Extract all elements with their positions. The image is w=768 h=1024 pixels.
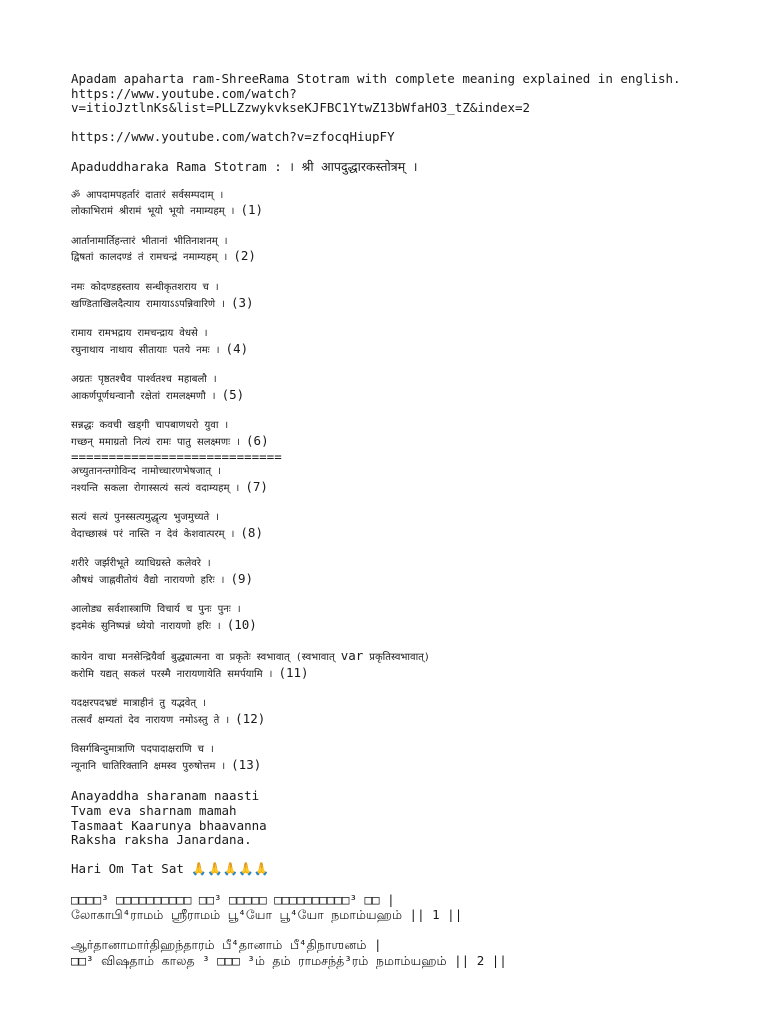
verse-10 <box>71 603 751 634</box>
verse-line: नमः कोदण्डहस्ताय सन्धीकृतशराय च । <box>71 281 219 293</box>
verse-line: ॐ आपदामपहर्तारं दातारं सर्वसम्पदाम् । <box>71 189 224 201</box>
verse-line: औषधं जाह्नवीतोयं वैद्यो नारायणो हरिः । <box>71 574 225 586</box>
verse-line: खण्डिताखिलदैत्याय रामायाऽऽपन्निवारिणे । <box>71 298 225 310</box>
verse-8 <box>71 511 751 542</box>
verse-line: करोमि यद्यत् सकलं परस्मै नारायणायेति समर्पयामि । <box>71 668 273 680</box>
verse-6 <box>71 419 751 450</box>
verse-12 <box>71 697 751 728</box>
verse-number: (11) <box>278 664 309 680</box>
verse-line: अग्रतः पृष्ठतश्चैव पार्श्वतश्च महाबलौ । <box>71 374 217 386</box>
verse-line: यदक्षरपदभ्रष्टं मात्राहीनं तु यद्भवेत् । <box>71 698 206 710</box>
english-line: Tasmaat Kaarunya bhaavanna <box>71 817 267 833</box>
tamil-line: லோகாபி⁴ராமம் ஸ்ரீராமம் பூ⁴யோ பூ⁴யோ நமாம்யஹம் || 1 || <box>71 907 463 923</box>
verse-line: कायेन वाचा मनसेन्द्रियैर्वा बुद्ध्यात्मना वा प्रकृतेः स्वभावात् (स्वभावात् <box>71 652 335 664</box>
verse-line: गच्छन् ममाग्रतो नित्यं रामः पातु सलक्ष्मणः । <box>71 436 240 448</box>
verse-line: रामाय रामभद्राय रामचन्द्राय वेधसे । <box>71 328 208 340</box>
stotram-label: Apaduddharaka Rama Stotram : । श्री आपदुद्धारकस्तोत्रम् । <box>71 158 418 174</box>
verse-number: (2) <box>233 248 256 264</box>
verse-line: इदमेकं सुनिष्पन्नं ध्येयो नारायणो हरिः । <box>71 620 221 632</box>
verse-number: (10) <box>226 616 257 632</box>
variant-marker: var <box>340 648 364 664</box>
verse-line-tail: प्रकृतिस्वभावात्) <box>369 652 430 664</box>
verse-number: (12) <box>235 710 266 726</box>
verse-number: (4) <box>225 340 249 356</box>
verse-number: (7) <box>245 478 268 494</box>
separator-line: ============================ <box>71 449 282 465</box>
verse-line: आर्तानामार्तिहन्तारं भीतानां भीतिनाशनम् । <box>71 235 228 247</box>
verse-9 <box>71 557 751 588</box>
verse-13 <box>71 743 751 774</box>
verse-number: (6) <box>246 432 269 448</box>
verse-line: नश्यन्ति सकला रोगास्सत्यं सत्यं वदाम्यहम् । <box>71 482 240 494</box>
verse-3 <box>71 281 751 312</box>
verse-number: (13) <box>231 756 262 772</box>
verse-1 <box>71 189 751 220</box>
tamil-line: □□³ விஷதாம் காலத ³ □□□ ³ம் தம் ராமசந்த்³ரம் நமாம்யஹம் || 2 || <box>71 952 507 968</box>
verse-line: लोकाभिरामं श्रीरामं भूयो भूयो नमाम्यहम् । <box>71 206 235 218</box>
verse-line: आकर्णपूर्णधन्वानौ रक्षेतां रामलक्ष्मणौ । <box>71 390 216 402</box>
verse-4 <box>71 327 751 358</box>
verse-line: सत्यं सत्यं पुनस्सत्यमुद्धृत्य भुजमुच्यते । <box>71 512 220 523</box>
verse-line: शरीरे जर्झरीभूते व्याधिग्रस्ते कलेवरे । <box>71 558 211 570</box>
tamil-line: ஆர்தானாமார்திஹந்தாரம் பீ⁴தானாம் பீ⁴திநாஶனம் | <box>71 937 382 953</box>
tamil-line: □□□□³ □□□□□□□□□□ □□³ □□□□□ □□□□□□□□□□³ □□ | <box>71 891 395 907</box>
verse-5 <box>71 373 751 404</box>
verse-line: तत्सर्वं क्षम्यतां देव नारायण नमोऽस्तु ते । <box>71 714 230 726</box>
verse-number: (8) <box>240 524 263 540</box>
verse-2 <box>71 235 751 266</box>
verse-line: रघुनाथाय नाथाय सीतायाः पतये नमः । <box>71 344 220 356</box>
verse-line: अच्युतानन्तगोविन्द नामोच्चारणभेषजात् । <box>71 465 221 477</box>
youtube-link-1-part-a[interactable]: https://www.youtube.com/watch? <box>71 85 297 101</box>
verse-line: न्यूनानि चातिरिक्तानि क्षमस्व पुरुषोत्तम । <box>71 760 226 772</box>
verse-line: वेदाच्छास्त्रं परं नास्ति न देवं केशवात्परम् । <box>71 528 235 540</box>
verse-line: सन्नद्धः कवची खड्गी चापबाणधरो युवा । <box>71 420 229 432</box>
youtube-link-1-part-b[interactable]: v=itioJztlnKs&list=PLLZzwykvkseKJFBC1YtwZ13bWfaHO3_tZ&index=2 <box>71 100 531 116</box>
verse-line: विसर्गबिन्दुमात्राणि पदपादाक्षराणि च । <box>71 744 214 756</box>
document-body <box>71 72 751 968</box>
verse-number: (1) <box>240 202 264 218</box>
closing-line: Hari Om Tat Sat 🙏🙏🙏🙏🙏 <box>71 861 270 877</box>
verse-number: (9) <box>230 570 254 586</box>
verse-line: आलोड्य सर्वशास्त्राणि विचार्य च पुनः पुनः । <box>71 604 241 616</box>
english-line: Anayaddha sharanam naasti <box>71 788 260 804</box>
title-line: Apadam apaharta ram-ShreeRama Stotram with complete meaning explained in english. <box>71 71 681 86</box>
english-line: Raksha raksha Janardana. <box>71 832 252 848</box>
verse-number: (3) <box>230 294 254 310</box>
english-line: Tvam eva sharnam mamah <box>71 803 237 819</box>
youtube-link-2[interactable]: https://www.youtube.com/watch?v=zfocqHiupFY <box>71 129 395 145</box>
verse-11 <box>71 649 751 682</box>
verse-7 <box>71 465 751 496</box>
verse-line: द्विषतां कालदण्डं तं रामचन्द्रं नमाम्यहम् । <box>71 252 228 264</box>
verse-number: (5) <box>221 386 245 402</box>
